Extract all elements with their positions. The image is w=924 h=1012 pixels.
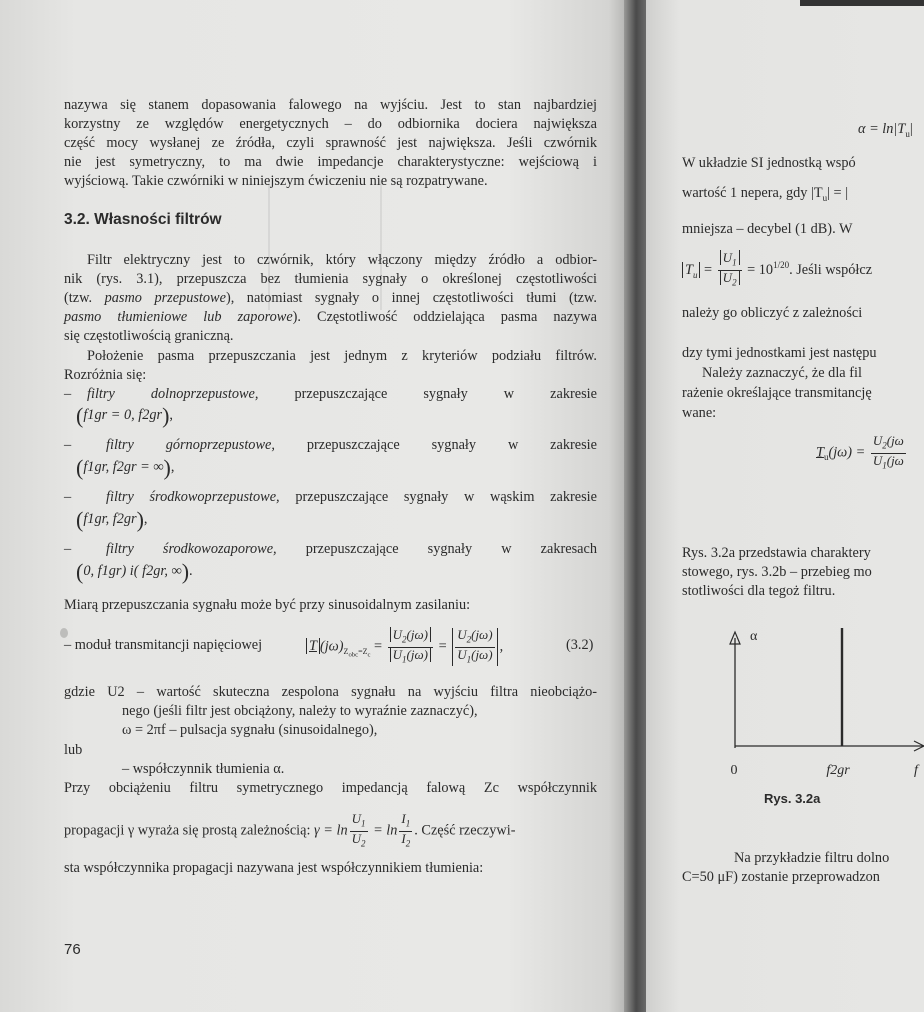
przy-obc-line: Przy obciążeniu filtru symetrycznego impedancją falową Zc współczynnik <box>64 780 597 796</box>
para2-line: (tzw. pasmo przepustowe), natomiast sygnały o innej częstotliwości tłumi (tzw. <box>64 290 597 306</box>
scan-edge <box>800 0 924 6</box>
right-line: dzy tymi jednostkami jest następu <box>682 345 877 361</box>
list-range: (f1gr = 0, f2gr), <box>76 403 173 429</box>
right-line: W układzie SI jednostką wspó <box>682 155 856 171</box>
para2-line: Filtr elektryczny jest to czwórnik, który włączony między źródło a odbior- <box>87 252 597 268</box>
right-line: C=50 μF) zostanie przeprowadzon <box>682 869 880 885</box>
equation-number: (3.2) <box>566 637 594 653</box>
rys-text: stowego, rys. 3.2b – przebieg mo <box>682 564 872 580</box>
list-item: filtry górnoprzepustowe, przepuszczające sygnały w zakresie <box>106 437 597 453</box>
gdzie-line: nego (jeśli filtr jest obciążony, należy to wyraźnie zaznaczyć), <box>122 703 478 719</box>
right-line: należy go obliczyć z zależności <box>682 305 863 321</box>
right-line: Na przykładzie filtru dolno <box>734 850 890 866</box>
page-number: 76 <box>64 941 81 958</box>
right-line: mniejsza – decybel (1 dB). W <box>682 221 853 237</box>
para1-line: nazywa się stanem dopasowania falowego na wyjściu. Jest to stan najbardziej <box>64 97 597 113</box>
x-f-label: f <box>914 763 918 778</box>
list-range: (f1gr, f2gr), <box>76 507 148 533</box>
rys-text: stotliwości dla tegoż filtru. <box>682 583 836 599</box>
para1-line: część mocy wysłanej ze źródła, czyli sprawność jest największa. Jeśli czwórnik <box>64 135 597 151</box>
wsp-tlum-line: – współczynnik tłumienia α. <box>122 761 285 777</box>
list-dash: – <box>64 437 72 453</box>
list-dash: – <box>64 386 72 402</box>
book-gutter <box>624 0 646 1012</box>
x-origin-label: 0 <box>730 763 738 778</box>
figure-caption: Rys. 3.2a <box>764 791 821 806</box>
y-axis-label: α <box>750 629 758 644</box>
list-item: filtry dolnoprzepustowe, przepuszczające sygnały w zakresie <box>87 386 597 402</box>
para3-line: Położenie pasma przepuszczania jest jednym z kryteriów podziału filtrów. <box>87 348 597 364</box>
right-line: Należy zaznaczyć, że dla fil <box>702 365 862 381</box>
sta-line: sta współczynnika propagacji nazywana jest współczynnikiem tłumienia: <box>64 860 484 876</box>
attenuation-graph <box>686 628 924 798</box>
right-line: wane: <box>682 405 717 421</box>
para1-line: wyjściową. Takie czwórniki w niniejszym ćwiczeniu nie są rozpatrywane. <box>64 173 488 189</box>
list-range: (f1gr, f2gr = ∞), <box>76 455 175 481</box>
alpha-equation: $\alpha = \ln|T_u|$ <box>858 121 913 139</box>
rys-text: Rys. 3.2a przedstawia charaktery <box>682 545 871 561</box>
list-item: filtry środkowozaporowe, przepuszczające sygnały w zakresach <box>106 541 598 557</box>
gdzie-line: ω = 2πf – pulsacja sygnału (sinusoidalnego), <box>122 722 378 738</box>
right-page <box>646 0 924 1012</box>
right-line: wartość 1 nepera, gdy $|T_u|$ = | <box>682 185 849 203</box>
para1-line: nie jest symetryczny, to ma dwie impedancje charakterystyczne: wejściową i <box>64 154 597 170</box>
list-dash: – <box>64 541 72 557</box>
para2-line: nik (rys. 3.1), przepuszcza bez tłumienia sygnały o określonej częstotliwości <box>64 271 597 287</box>
list-range: (0, f1gr) i( f2gr, ∞). <box>76 559 193 585</box>
equation-3-2: T $(j\omega)_{Z_{obc}=Z_c}$ = $\frac{U_2(j\omega)}{U_1(j\omega)}$ = $\frac{U_2(j\omega)}{U_1(j\omega)}$ , <box>306 628 503 673</box>
right-line: rażenie określające transmitancję <box>682 385 872 401</box>
list-dash: – <box>64 489 72 505</box>
para2-line: pasmo tłumieniowe lub zaporowe). Częstotliwość oddzielająca pasma nazywa <box>64 309 597 325</box>
list-item: filtry środkowoprzepustowe, przepuszczające sygnały w wąskim zakresie <box>106 489 597 505</box>
right-line: $T_u$ = $\frac{U_1}{U_2}$ = $10^{1/20}$. Jeśli współcz <box>682 248 872 292</box>
miara-line: Miarą przepuszczania sygnału może być przy sinusoidalnym zasilaniu: <box>64 597 471 613</box>
transmitance-equation: $T_u(j\omega)$ = $\frac{U_2(j\omega}{U_1(j\omega}$ <box>816 433 904 471</box>
para3-line: Rozróżnia się: <box>64 367 147 383</box>
x-f2gr-label: f2gr <box>826 763 850 778</box>
modul-label: – moduł transmitancji napięciowej <box>64 637 263 653</box>
para1-line: korzystny ze względów energetycznych – do odbiornika dociera największa <box>64 116 597 132</box>
para2-line: się częstotliwością graniczną. <box>64 328 234 344</box>
section-heading: 3.2. Własności filtrów <box>64 211 222 228</box>
lub-line: lub <box>64 742 83 758</box>
gdzie-line: gdzie U2 – wartość skuteczna zespolona sygnału na wyjściu filtra nieobciążo- <box>64 684 597 700</box>
propagacji-line: propagacji γ wyraża się prostą zależnością: γ = ln $\frac{U_1}{U_2}$ = ln $\frac{I_1}{I_2}$ . Część rzeczywi- <box>64 811 516 849</box>
